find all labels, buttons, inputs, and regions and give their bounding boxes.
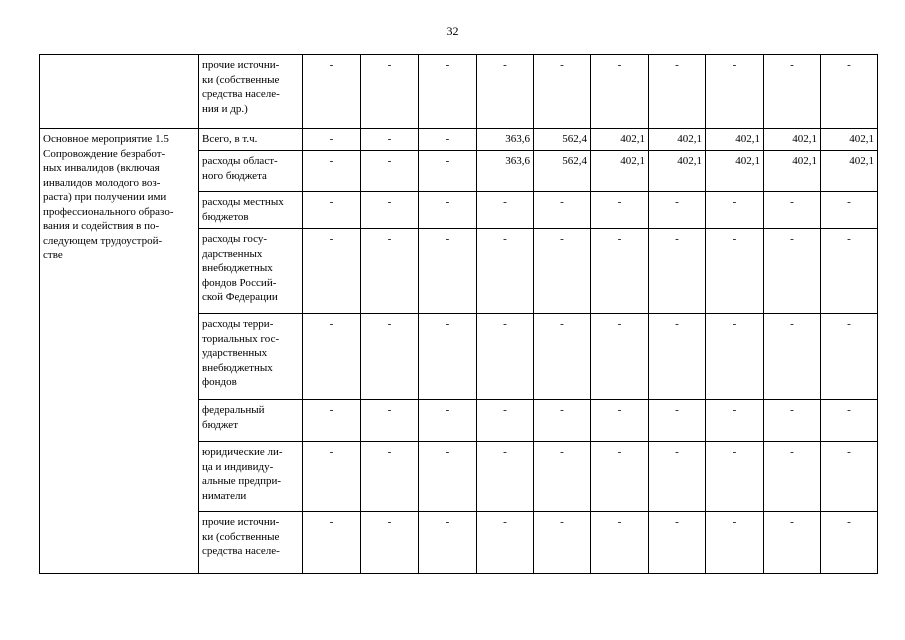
value-cell: - <box>477 192 534 229</box>
measure-title-line: стве <box>43 249 63 261</box>
value-cell: 402,1 <box>591 151 649 192</box>
value-cell: 562,4 <box>534 151 591 192</box>
funding-source-line: ниматели <box>202 489 247 502</box>
funding-source-line: ударственных <box>202 347 268 359</box>
value-cell: - <box>361 229 419 314</box>
value-cell: - <box>649 400 706 442</box>
value-cell: - <box>649 314 706 400</box>
funding-source-cell <box>199 129 303 151</box>
value-cell: - <box>534 442 591 512</box>
value-cell: 402,1 <box>821 151 878 192</box>
value-cell: - <box>706 512 764 574</box>
value-cell: - <box>419 151 477 192</box>
value-cell: - <box>361 151 419 192</box>
funding-source-line: ца и индивиду- <box>202 460 274 473</box>
value-cell: - <box>303 512 361 574</box>
value-cell: - <box>303 129 361 151</box>
value-cell: 402,1 <box>706 151 764 192</box>
value-cell: - <box>821 192 878 229</box>
value-cell: - <box>303 314 361 400</box>
value-cell: - <box>706 229 764 314</box>
table-body <box>40 55 878 574</box>
page-number: 32 <box>446 24 459 38</box>
value-cell: - <box>821 229 878 314</box>
funding-source-cell <box>199 400 303 442</box>
value-cell: - <box>477 400 534 442</box>
value-cell: - <box>303 400 361 442</box>
value-cell: 402,1 <box>591 129 649 151</box>
funding-source-line: средства населе- <box>202 88 280 100</box>
value-cell: - <box>534 400 591 442</box>
value-cell: - <box>361 442 419 512</box>
value-cell: - <box>361 512 419 574</box>
value-cell: - <box>591 55 649 129</box>
value-cell: - <box>419 314 477 400</box>
value-cell: - <box>764 192 821 229</box>
funding-source-line: внебюджетных <box>202 262 273 274</box>
funding-source-line: внебюджетных <box>202 361 273 374</box>
value-cell: - <box>534 192 591 229</box>
funding-source-line: средства населе- <box>202 545 280 557</box>
value-cell: - <box>361 192 419 229</box>
table-row <box>40 55 878 129</box>
value-cell: - <box>419 442 477 512</box>
funding-source-line: бюджет <box>202 418 238 431</box>
funding-source-cell <box>199 151 303 192</box>
value-cell: - <box>477 314 534 400</box>
measure-title-line: раста) при получении ими <box>43 191 167 203</box>
value-cell: - <box>764 229 821 314</box>
funding-source-line: ния и др.) <box>202 102 248 115</box>
value-cell: - <box>764 314 821 400</box>
value-cell: - <box>477 442 534 512</box>
value-cell: - <box>706 55 764 129</box>
measure-title-line: вания и содействия в по- <box>43 220 160 232</box>
value-cell: - <box>591 192 649 229</box>
value-cell: 402,1 <box>764 151 821 192</box>
value-cell: - <box>534 314 591 400</box>
value-cell: - <box>419 55 477 129</box>
value-cell: - <box>764 442 821 512</box>
value-cell: - <box>361 314 419 400</box>
value-cell: - <box>821 314 878 400</box>
measure-title-cell <box>40 129 199 574</box>
budget-table <box>39 54 878 574</box>
value-cell: - <box>706 192 764 229</box>
value-cell: - <box>419 229 477 314</box>
value-cell: - <box>419 192 477 229</box>
measure-title-line: ных инвалидов (включая <box>43 162 160 174</box>
funding-source-line: расходы терри- <box>202 318 274 330</box>
value-cell: - <box>821 442 878 512</box>
funding-source-cell <box>199 442 303 512</box>
value-cell: - <box>764 55 821 129</box>
funding-source-line: фондов Россий- <box>202 276 277 289</box>
value-cell: - <box>303 151 361 192</box>
measure-title-line: следующем трудоустрой- <box>43 234 163 247</box>
measure-title-line: профессионального образо- <box>43 205 174 218</box>
value-cell: - <box>303 229 361 314</box>
value-cell: - <box>419 512 477 574</box>
value-cell: 402,1 <box>649 129 706 151</box>
funding-source-line: фондов <box>202 376 237 388</box>
measure-title-line: Сопровождение безработ- <box>43 147 166 160</box>
funding-source-line: расходы област- <box>202 155 278 167</box>
funding-source-line: дарственных <box>202 247 263 260</box>
value-cell: - <box>706 314 764 400</box>
value-cell: - <box>477 512 534 574</box>
value-cell: - <box>764 400 821 442</box>
value-cell: - <box>361 129 419 151</box>
empty-measure-cell <box>40 55 199 129</box>
value-cell: 402,1 <box>821 129 878 151</box>
value-cell: 363,6 <box>477 151 534 192</box>
value-cell: - <box>591 314 649 400</box>
value-cell: - <box>706 442 764 512</box>
value-cell: - <box>303 55 361 129</box>
value-cell: - <box>303 192 361 229</box>
funding-source-line: ного бюджета <box>202 169 267 182</box>
funding-source-line: ки (собственные <box>202 73 280 86</box>
value-cell: - <box>591 512 649 574</box>
value-cell: - <box>649 442 706 512</box>
funding-source-line: расходы местных <box>202 196 284 208</box>
funding-source-line: юридические ли- <box>202 446 283 458</box>
value-cell: 363,6 <box>477 129 534 151</box>
value-cell: - <box>477 229 534 314</box>
funding-source-line: федеральный <box>202 404 265 416</box>
funding-source-line: расходы госу- <box>202 233 268 245</box>
value-cell: - <box>419 129 477 151</box>
value-cell: - <box>591 229 649 314</box>
funding-source-cell <box>199 229 303 314</box>
value-cell: - <box>649 229 706 314</box>
value-cell: 402,1 <box>706 129 764 151</box>
funding-source-line: Всего, в т.ч. <box>202 133 258 145</box>
table-row <box>40 129 878 151</box>
value-cell: - <box>821 400 878 442</box>
funding-source-cell <box>199 512 303 574</box>
value-cell: - <box>821 512 878 574</box>
funding-source-line: прочие источни- <box>202 59 280 71</box>
value-cell: - <box>821 55 878 129</box>
funding-source-cell <box>199 55 303 129</box>
value-cell: - <box>649 55 706 129</box>
funding-source-line: ки (собственные <box>202 530 280 543</box>
value-cell: - <box>649 512 706 574</box>
funding-source-line: прочие источни- <box>202 516 280 528</box>
value-cell: - <box>649 192 706 229</box>
funding-source-line: бюджетов <box>202 210 249 223</box>
measure-title-line: Основное мероприятие 1.5 <box>43 133 169 145</box>
value-cell: - <box>361 400 419 442</box>
value-cell: 402,1 <box>649 151 706 192</box>
value-cell: - <box>591 442 649 512</box>
funding-source-line: ской Федерации <box>202 291 278 303</box>
measure-title-line: инвалидов молодого воз- <box>43 176 161 189</box>
value-cell: - <box>764 512 821 574</box>
funding-source-line: альные предпри- <box>202 475 282 487</box>
value-cell: - <box>591 400 649 442</box>
funding-source-cell <box>199 192 303 229</box>
value-cell: - <box>706 400 764 442</box>
value-cell: - <box>534 229 591 314</box>
value-cell: - <box>361 55 419 129</box>
value-cell: - <box>303 442 361 512</box>
value-cell: - <box>419 400 477 442</box>
value-cell: 402,1 <box>764 129 821 151</box>
funding-source-cell <box>199 314 303 400</box>
value-cell: 562,4 <box>534 129 591 151</box>
value-cell: - <box>534 55 591 129</box>
value-cell: - <box>534 512 591 574</box>
value-cell: - <box>477 55 534 129</box>
funding-source-line: ториальных гос- <box>202 332 280 345</box>
